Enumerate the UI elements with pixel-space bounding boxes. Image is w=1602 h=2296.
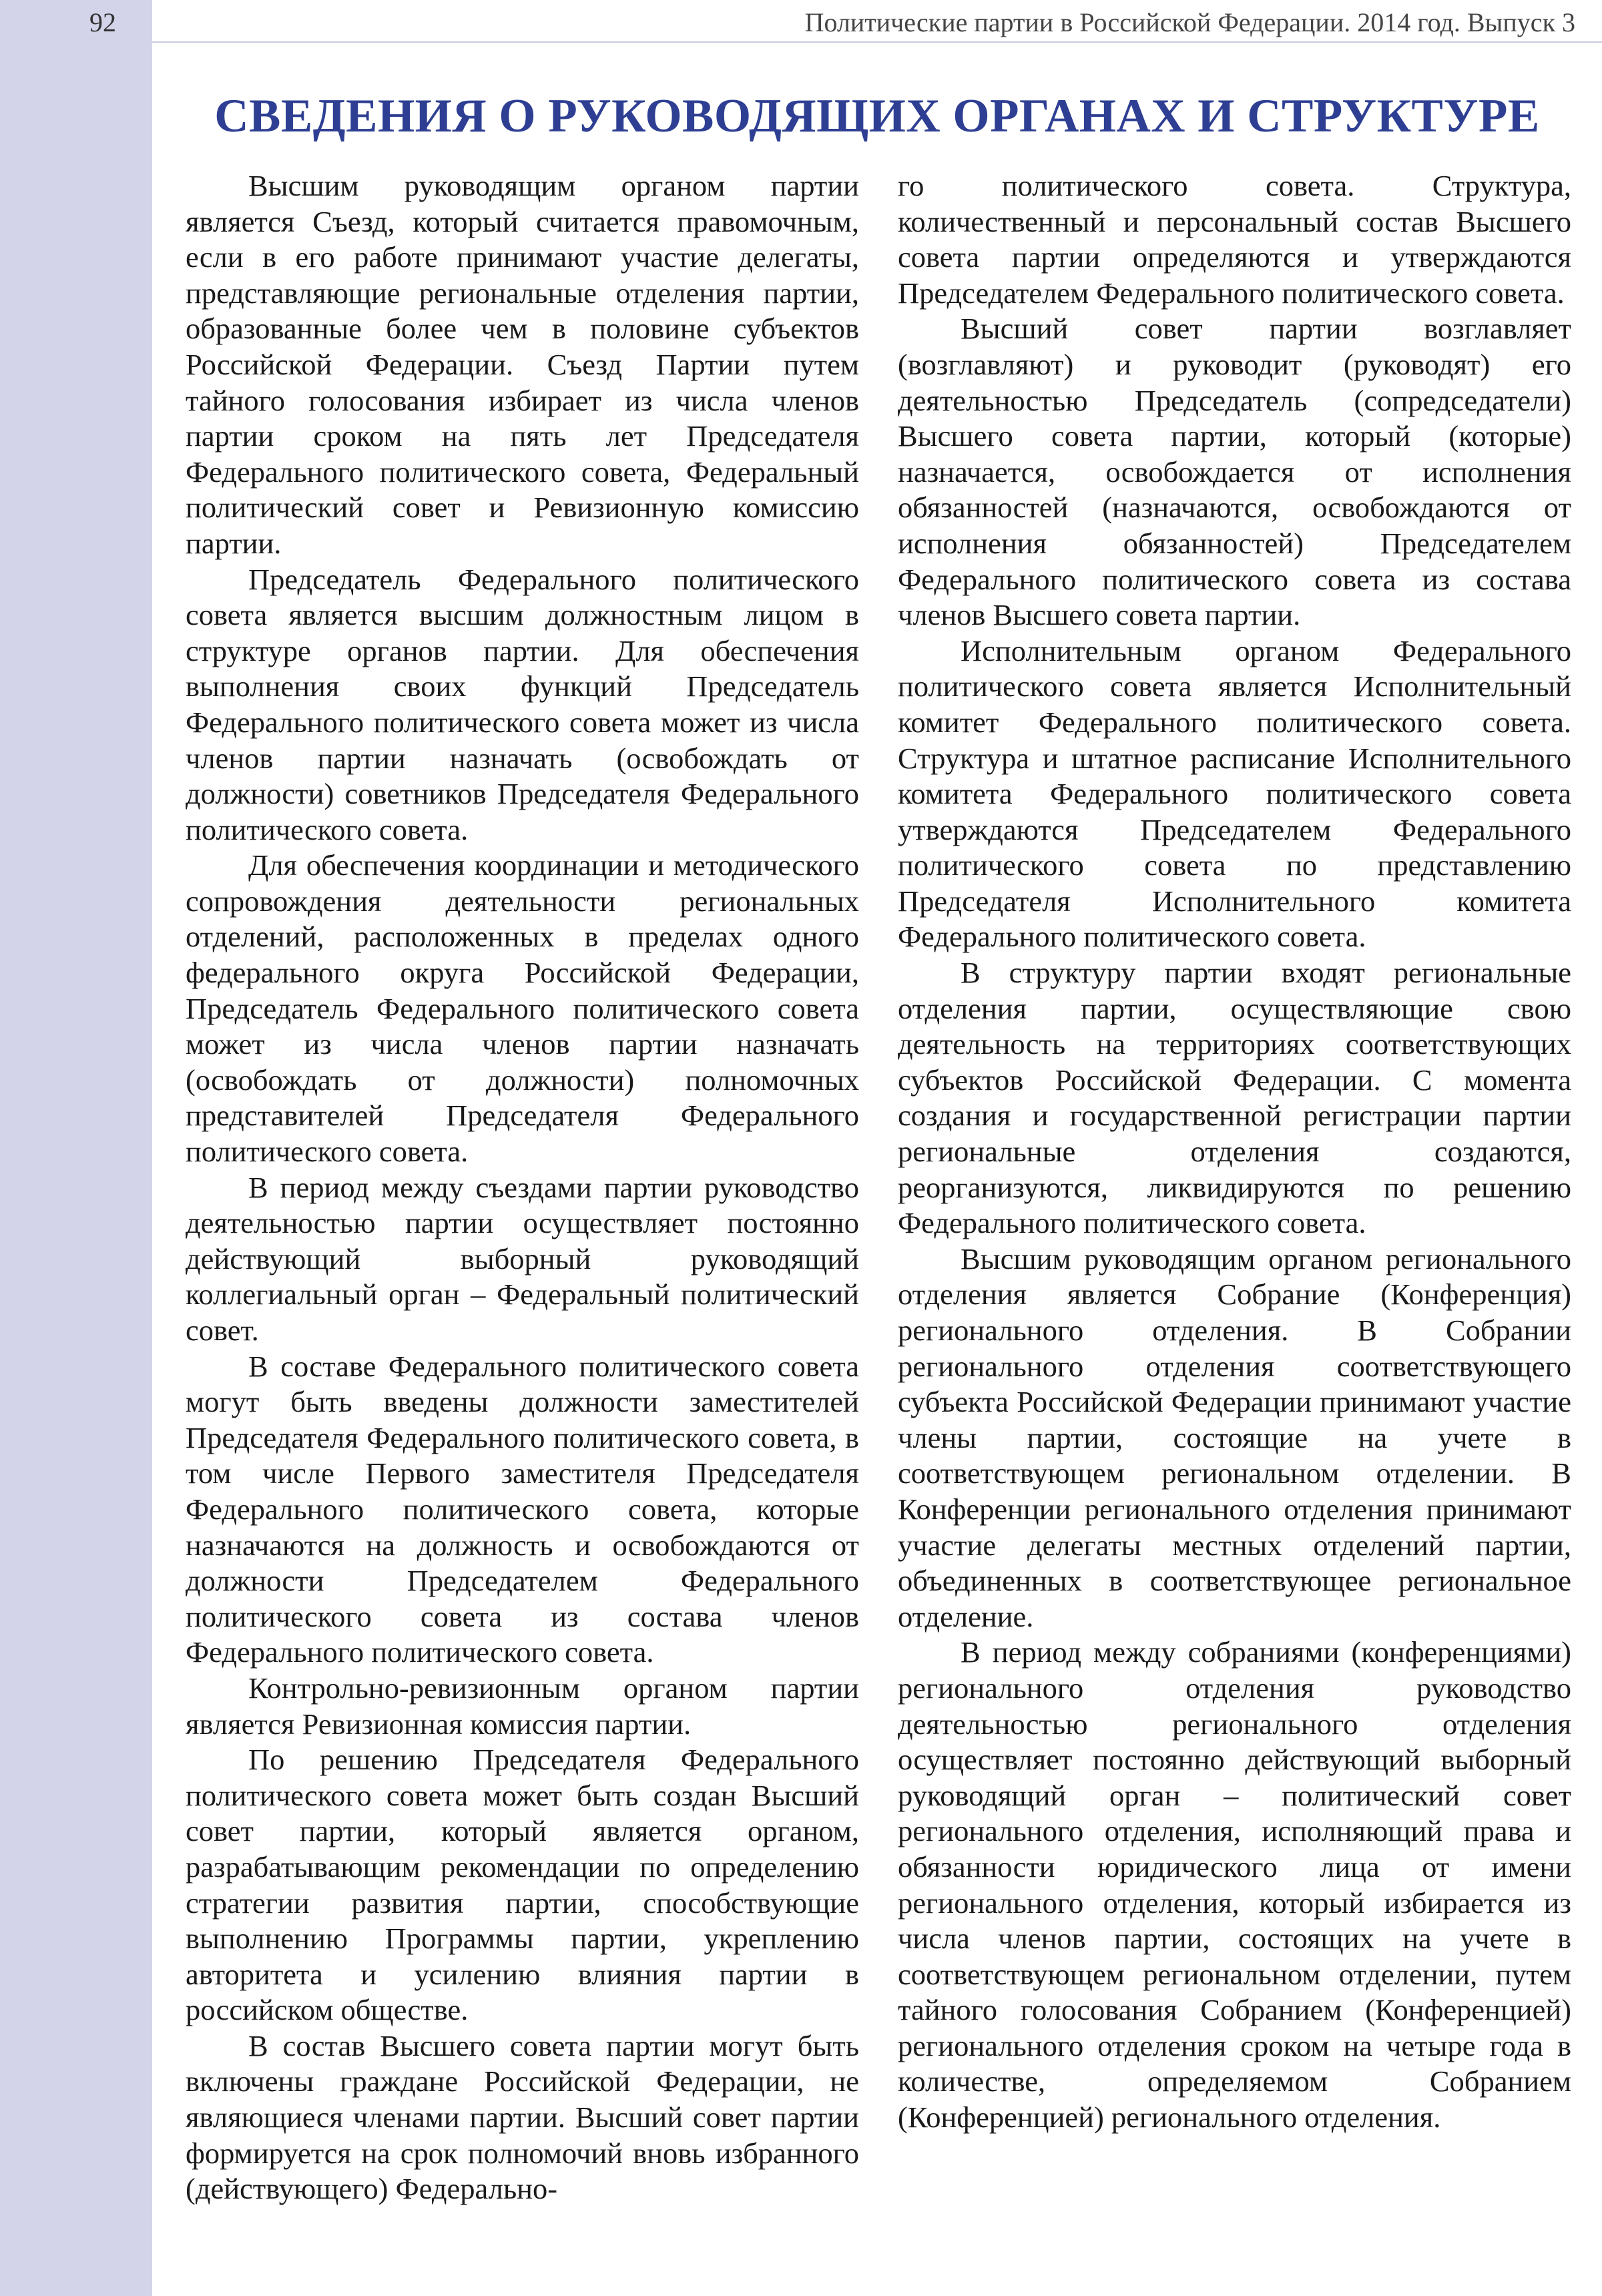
left-margin-band — [0, 0, 152, 2296]
paragraph: В составе Федерального политического совета могут быть введены должности заместителей Председателя Федерального политического совета, в том числе Первого заместителя Председателя Федерального политического совета, которые назначаются на должность и освобождаются от должности Председателем Федерального политического совета из состава членов Федерального политического совета. — [186, 1349, 859, 1669]
paragraph: В период между съездами партии руководство деятельностью партии осуществляет постоянно действующий выборный руководящий коллегиальный орган – Федеральный политический совет. — [186, 1170, 859, 1347]
paragraph: Исполнительным органом Федерального политического совета является Исполнительный комитет Федерального политического совета. Структура и штатное расписание Исполнительного комитета Федерального политического совета утверждаются Председателем Федерального политического совета по представлению Председателя Исполнительного комитета Федерального политического совета. — [898, 633, 1571, 954]
paragraph: Для обеспечения координации и методического сопровождения деятельности региональных отделений, расположенных в пределах одного федерального округа Российской Федерации, Председатель Федерального политического совета может из числа членов партии назначать (освобождать от должности) полномочных представителей Председателя Федерального политического совета. — [186, 848, 859, 1169]
paragraph: Председатель Федерального политического совета является высшим должностным лицом в структуре органов партии. Для обеспечения выполнения своих функций Председатель Федерального политического совета может из числа членов партии назначать (освобождать от должности) советников Председателя Федерального политического совета. — [186, 562, 859, 846]
paragraph: В состав Высшего совета партии могут быть включены граждане Российской Федерации, не являющиеся членами партии. Высший совет партии формируется на срок полномочий вновь избранного (действующего) Федерально- — [186, 2028, 859, 2206]
paragraph-continued: го политического совета. Структура, количественный и персональный состав Высшего совета партии определяются и утверждаются Председателем Федерального политического совета. — [898, 169, 1571, 310]
paragraph: В структуру партии входят региональные отделения партии, осуществляющие свою деятельность на территориях соответствующих субъектов Российской Федерации. С момента создания и государственной регистрации партии региональные отделения создаются, реорганизуются, ликвидируются по решению Федерального политического совета. — [898, 956, 1571, 1240]
paragraph: В период между собраниями (конференциями) регионального отделения руководство деятельностью регионального отделения осуществляет постоянно действующий выборный руководящий орган – политический совет регионального отделения, исполняющий права и обязанности юридического лица от имени регионального отделения, который избирается из числа членов партии, состоящих на учете в соответствующем региональном отделении, путем тайного голосования Собранием (Конференцией) регионального отделения сроком на четыре года в количестве, определяемом Собранием (Конференцией) регионального отделения. — [898, 1635, 1571, 2134]
page-number: 92 — [89, 7, 116, 37]
left-column — [186, 168, 859, 2244]
header-rule — [152, 41, 1602, 43]
paragraph: По решению Председателя Федерального политического совета может быть создан Высший совет партии, который является органом, разрабатывающим рекомендации по определению стратегии развития партии, способствующие выполнению Программы партии, укреплению авторитета и усилению влияния партии в российском обществе. — [186, 1743, 859, 2027]
text-columns — [186, 168, 1571, 2244]
paragraph: Высшим руководящим органом партии является Съезд, который считается правомочным, если в его работе принимают участие делегаты, представляющие региональные отделения партии, образованные более чем в половине субъектов Российской Федерации. Съезд Партии путем тайного голосования избирает из числа членов партии сроком на пять лет Председателя Федерального политического совета, Федеральный политический совет и Ревизионную комиссию партии. — [186, 169, 859, 560]
section-title: СВЕДЕНИЯ О РУКОВОДЯЩИХ ОРГАНАХ И СТРУКТУРЕ — [214, 90, 1540, 142]
paragraph: Высший совет партии возглавляет (возглавляют) и руководит (руководят) его деятельностью Председатель (сопредседатели) Высшего совета партии, который (которые) назначается, освобождается от исполнения обязанностей (назначаются, освобождаются от исполнения обязанностей) Председателем Федерального политического совета из состава членов Высшего совета партии. — [898, 312, 1571, 632]
running-header: Политические партии в Российской Федерации. 2014 год. Выпуск 3 — [804, 7, 1575, 37]
paragraph: Контрольно-ревизионным органом партии является Ревизионная комиссия партии. — [186, 1671, 859, 1741]
paragraph: Высшим руководящим органом регионального отделения является Собрание (Конференция) регионального отделения. В Собрании регионального отделения соответствующего субъекта Российской Федерации принимают участие члены партии, состоящие на учете в соответствующем региональном отделении. В Конференции регионального отделения принимают участие делегаты местных отделений партии, объединенных в соответствующее региональное отделение. — [898, 1241, 1571, 1633]
right-column — [898, 168, 1571, 2244]
